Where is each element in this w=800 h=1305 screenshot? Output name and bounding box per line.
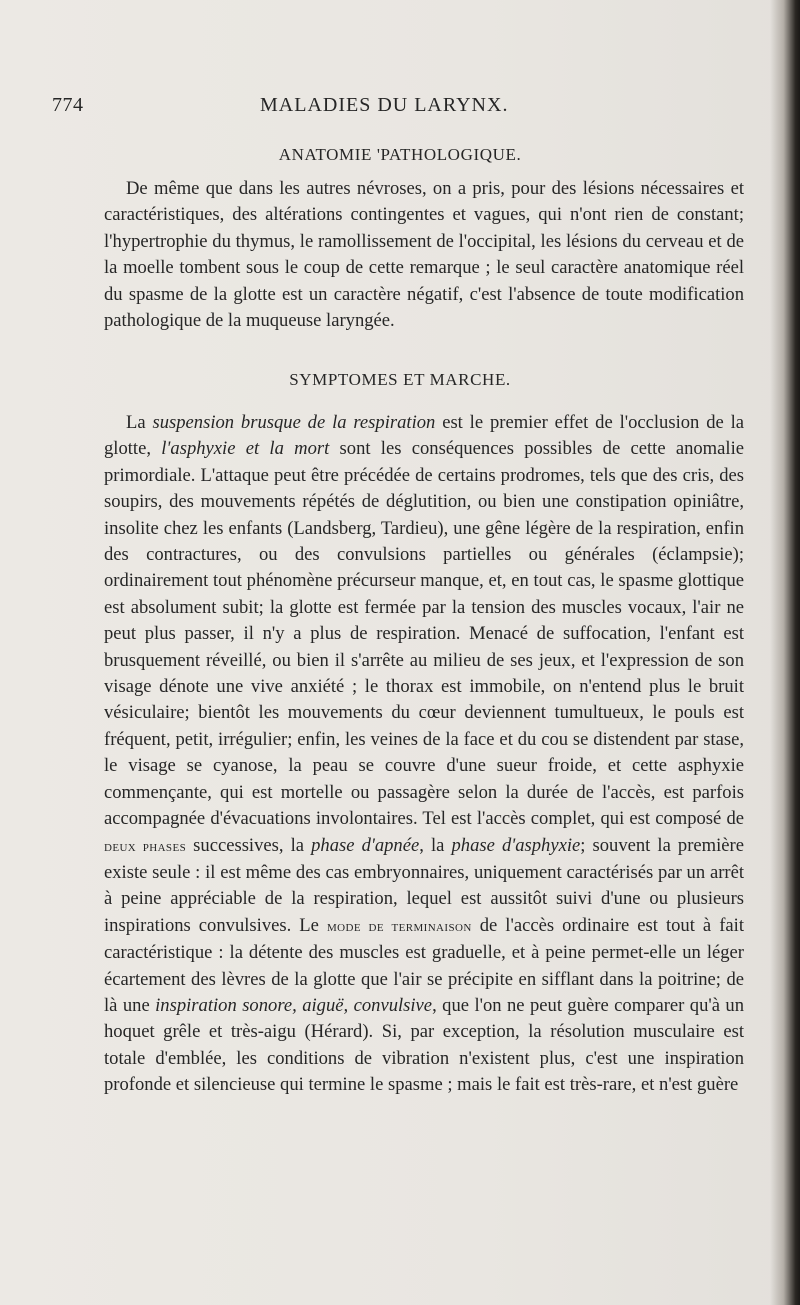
anatomy-heading: ANATOMIE 'PATHOLOGIQUE. [278, 145, 522, 164]
small-caps-term: mode de terminaison [326, 918, 472, 935]
italic-term: suspension brusque de la respiration [152, 412, 436, 433]
italic-term: phase d'asphyxie [451, 834, 581, 856]
italic-term: phase d'apnée [311, 834, 420, 856]
text-run: , que l'on ne peut guère comparer qu'à un hoquet grêle et très-aigu (Hérard). Si, par exception, la résolution musculaire est totale d'emblée, les conditions de vibration n'existent plus, c'est une inspiration profonde et silencieuse qui termine le spasme ; mais le fait est très-rare, et n'est guère [104, 994, 745, 1096]
italic-term: l'asphyxie et la mort [161, 438, 330, 460]
anatomy-paragraph [104, 176, 744, 334]
text-run: ; souvent la première existe seule : il est même des cas embryonnaires, uniquement caractérisés par un arrêt à peine appréciable de la respiration, lequel est aussitôt suivi d'une ou plusieurs inspirations convulsives. Le [104, 834, 744, 936]
text-run: La [126, 412, 153, 433]
page-edge-shadow [770, 0, 800, 1305]
text-run: , la [419, 834, 452, 856]
text-run: est le premier effet de l'occlusion de la glotte, [104, 412, 745, 460]
symptoms-heading: SYMPTOMES ET MARCHE. [289, 370, 511, 389]
text-run: sont les conséquences possibles de cette anomalie primordiale. L'attaque peut être précédée de certains prodromes, tels que des cris, des soupirs, des mouvements répétés de déglutition, ou bien une constipation opiniâtre, insolite chez les enfants (Landsberg, Tardieu), une gêne légère de la respiration, enfin des contractures, ou des convulsions partielles ou générales (éclampsie); ordinairement tout phénomène précurseur manque, et, en tout cas, le spasme glottique est absolument subit; la glotte est fermée par la tension des muscles vocaux, l'air ne peut plus passer, il n'y a plus de respiration. Menacé de suffocation, l'enfant est brusquement réveillé, ou bien il s'arrête au milieu de ses jeux, et l'expression de son visage dénote une vive anxiété ; le thorax est immobile, on n'entend plus le bruit vésiculaire; bientôt les mouvements du cœur deviennent tumultueux, le pouls est fréquent, petit, irrégulier; enfin, les veines de la face et du cou se distendent par stase, le visage se cyanose, la peau se couvre d'une sueur froide, et cette asphyxie commençante, qui est mortelle ou passagère selon la durée de l'accès, est parfois accompagnée d'évacuations involontaires. Tel est l'accès complet, qui est composé de [104, 438, 744, 830]
text-run: de l'accès ordinaire est tout à fait caractéristique : la détente des muscles est graduelle, et à peine permet-elle un léger écartement des lèvres de la glotte que l'air se précipite en sifflant dans la poitrine; de là une [104, 914, 744, 1016]
page-number: 774 [52, 94, 84, 116]
text-run: successives, la [186, 834, 312, 856]
anatomy-text: De même que dans les autres névroses, on a pris, pour des lésions nécessaires et caractéristiques, des altérations contingentes et vagues, qui n'ont rien de constant; l'hypertrophie du thymus, le ramollissement de l'occipital, les lésions du cerveau et de la moelle tombent sous le coup de cette remarque ; le seul caractère anatomique réel du spasme de la glotte est un caractère négatif, c'est l'absence de toute modification pathologique de la muqueuse laryngée. [104, 178, 744, 332]
small-caps-term: deux phases [104, 838, 187, 855]
symptoms-paragraph [104, 410, 744, 1099]
running-title: MALADIES DU LARYNX. [260, 94, 509, 116]
symptoms-text [104, 410, 744, 1099]
italic-term: inspiration sonore, aiguë, convulsive [155, 994, 433, 1016]
